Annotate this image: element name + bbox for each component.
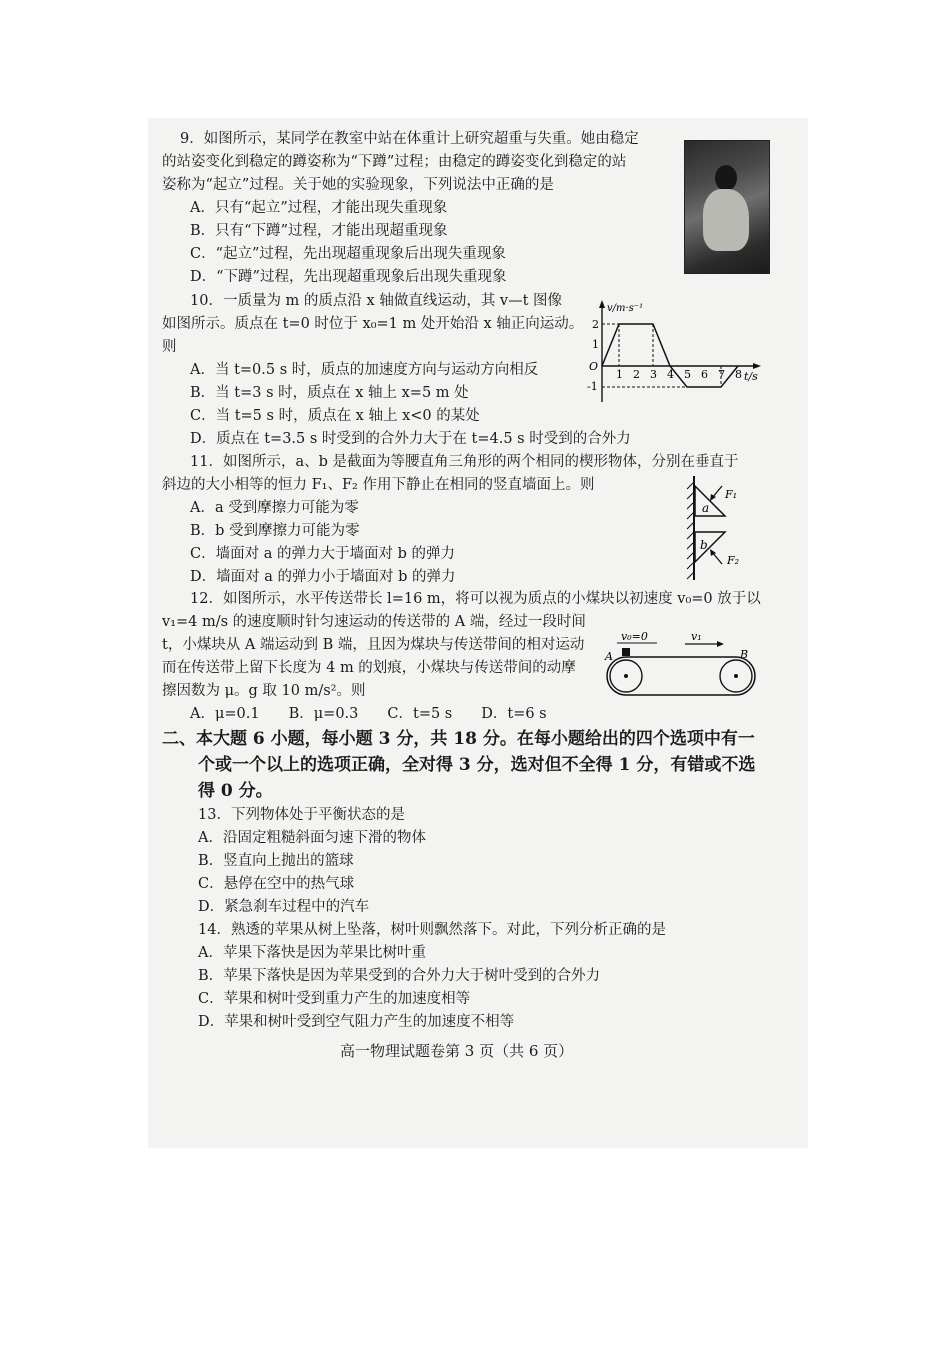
q10-stem-line-2: 如图所示。质点在 t=0 时位于 x₀=1 m 处开始沿 x 轴正向运动。 <box>162 316 584 332</box>
q13-option-c: C．悬停在空中的热气球 <box>198 876 355 892</box>
vt-xticks <box>616 368 742 381</box>
vt-ytick-neg1: -1 <box>587 380 598 393</box>
q11-option-a: A．a 受到摩擦力可能为零 <box>190 500 359 516</box>
q12-stem-line-3: t，小煤块从 A 端运动到 B 端，且因为煤块与传送带间的相对运动 <box>162 637 585 653</box>
vt-xlabel: t/s <box>744 370 758 383</box>
q12-stem-line-5: 擦因数为 μ。g 取 10 m/s²。则 <box>162 683 366 699</box>
vt-xtick-label: 1 <box>616 368 623 381</box>
q12-stem-line-1: 12．如图所示，水平传送带长 l=16 m，将可以视为质点的小煤块以初速度 v₀=0 放于以 <box>190 591 761 607</box>
vt-origin: O <box>589 360 599 373</box>
q13-option-b: B．竖直向上抛出的篮球 <box>198 853 354 869</box>
q10-stem-line-1: 10．一质量为 m 的质点沿 x 轴做直线运动，其 v—t 图像 <box>190 293 563 309</box>
photo-head <box>715 165 737 191</box>
q9-option-a: A．只有“起立”过程，才能出现失重现象 <box>190 200 448 216</box>
q11-option-c: C．墙面对 a 的弹力大于墙面对 b 的弹力 <box>190 546 455 562</box>
label-v1: v₁ <box>691 630 702 643</box>
q12-options: A．μ=0.1 B．μ=0.3 C．t=5 s D．t=6 s <box>190 706 547 722</box>
label-a-end: A <box>605 650 613 663</box>
vt-xtick-label: 8 <box>735 368 742 381</box>
vt-ylabel: v/m·s⁻¹ <box>607 303 644 314</box>
vt-xtick-label: 4 <box>667 368 674 381</box>
vt-xtick-label: 6 <box>701 368 708 381</box>
q12-stem-line-2: v₁=4 m/s 的速度顺时针匀速运动的传送带的 A 端，经过一段时间 <box>162 614 586 630</box>
q11-stem-line-1: 11．如图所示，a、b 是截面为等腰直角三角形的两个相同的楔形物体，分别在垂直于 <box>190 454 739 470</box>
section2-line-3: 得 0 分。 <box>198 781 273 801</box>
q13-stem: 13．下列物体处于平衡状态的是 <box>198 807 405 823</box>
q14-option-b: B．苹果下落快是因为苹果受到的合外力大于树叶受到的合外力 <box>198 968 601 984</box>
page-footer: 高一物理试题卷第 3 页（共 6 页） <box>340 1042 574 1060</box>
q11-option-b: B．b 受到摩擦力可能为零 <box>190 523 360 539</box>
section2-line-2: 个或一个以上的选项正确，全对得 3 分，选对但不全得 1 分，有错或不选 <box>198 755 756 775</box>
pulley-right-axle <box>734 674 738 678</box>
q13-option-a: A．沿固定粗糙斜面匀速下滑的物体 <box>198 830 426 846</box>
q10-option-b: B．当 t=3 s 时，质点在 x 轴上 x=5 m 处 <box>190 385 469 401</box>
label-a: a <box>702 501 710 515</box>
q9-option-d: D．“下蹲”过程，先出现超重现象后出现失重现象 <box>190 269 507 285</box>
label-f1: F₁ <box>725 488 738 501</box>
vt-graph <box>585 296 770 408</box>
q14-option-d: D．苹果和树叶受到空气阻力产生的加速度不相等 <box>198 1014 515 1030</box>
q10-option-d: D．质点在 t=3.5 s 时受到的合外力大于在 t=4.5 s 时受到的合外力 <box>190 431 631 447</box>
vt-xtick-label: 2 <box>633 368 640 381</box>
q13-option-d: D．紧急刹车过程中的汽车 <box>198 899 370 915</box>
vt-ytick-2: 2 <box>592 318 599 331</box>
q11-stem-line-2: 斜边的大小相等的恒力 F₁、F₂ 作用下静止在相同的竖直墙面上。则 <box>162 477 595 493</box>
vt-xtick-label: 5 <box>684 368 691 381</box>
q9-stem-line-1: 9．如图所示，某同学在教室中站在体重计上研究超重与失重。她由稳定 <box>180 131 639 147</box>
coal-block <box>622 648 630 656</box>
q12-stem-line-4: 而在传送带上留下长度为 4 m 的划痕，小煤块与传送带间的动摩 <box>162 660 576 676</box>
section2-line-1: 二、本大题 6 小题，每小题 3 分，共 18 分。在每小题给出的四个选项中有一 <box>162 729 755 749</box>
q14-option-c: C．苹果和树叶受到重力产生的加速度相等 <box>198 991 471 1007</box>
conveyor-figure <box>603 626 763 698</box>
wall-hatching <box>687 482 694 579</box>
label-f2: F₂ <box>727 554 740 567</box>
q11-option-d: D．墙面对 a 的弹力小于墙面对 b 的弹力 <box>190 569 456 585</box>
vt-xtick-label: 3 <box>650 368 657 381</box>
vt-x-arrow <box>753 363 761 369</box>
label-b: b <box>700 538 708 552</box>
q14-stem: 14．熟透的苹果从树上坠落，树叶则飘然落下。对此，下列分析正确的是 <box>198 922 666 938</box>
photo-figure <box>703 189 749 251</box>
q14-option-a: A．苹果下落快是因为苹果比树叶重 <box>198 945 426 961</box>
q9-option-c: C．“起立”过程，先出现超重现象后出现失重现象 <box>190 246 506 262</box>
q9-stem-line-2: 的站姿变化到稳定的蹲姿称为“下蹲”过程；由稳定的蹲姿变化到稳定的站 <box>162 154 627 170</box>
belt <box>607 657 755 695</box>
q9-option-b: B．只有“下蹲”过程，才能出现超重现象 <box>190 223 448 239</box>
q10-stem-line-3: 则 <box>162 339 177 355</box>
q9-stem-line-3: 姿称为“起立”过程。关于她的实验现象，下列说法中正确的是 <box>162 177 554 193</box>
wedge-figure <box>684 474 764 584</box>
v1-arrow-head <box>717 641 724 647</box>
vt-xtick-label: 7 <box>718 368 725 381</box>
pulley-left-axle <box>624 674 628 678</box>
q10-option-c: C．当 t=5 s 时，质点在 x 轴上 x<0 的某处 <box>190 408 480 424</box>
label-b-end: B <box>740 648 749 661</box>
q10-option-a: A．当 t=0.5 s 时，质点的加速度方向与运动方向相反 <box>190 362 539 378</box>
vt-ytick-1: 1 <box>592 338 599 351</box>
scale-photo <box>684 140 770 274</box>
label-v0: v₀=0 <box>621 630 648 643</box>
vt-y-arrow <box>599 300 605 308</box>
